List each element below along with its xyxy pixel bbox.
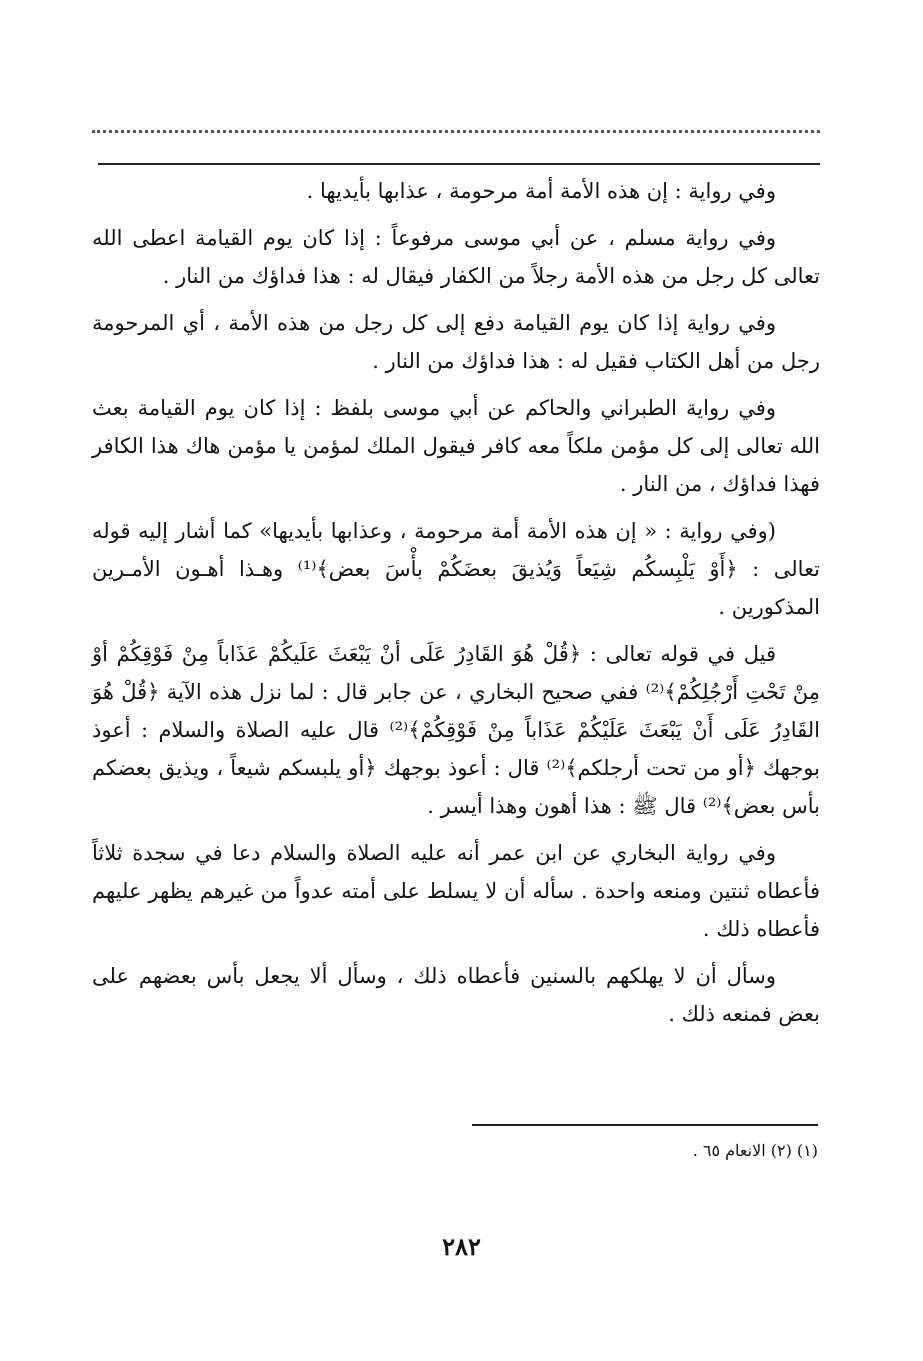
footnote: (١) (٢) الانعام ٦٥ .	[692, 1141, 818, 1160]
paragraph: وفي رواية إذا كان يوم القيامة دفع إلى كل رجل من هذه الأمة ، أي المرحومة رجل من أهل الكتاب فقيل له : هذا فداؤك من النار .	[92, 311, 820, 373]
paragraph: قيل في قوله تعالى : ﴿قُلْ هُوَ القَادِرُ عَلَى أنْ يَبْعَثَ عَلَيكُمْ عَذَاباً مِنْ فَوْقِكُمْ أوْ مِنْ تَحْتِ أَرْجُلِكُمْ﴾⁽²⁾ ففي صحيح البخاري ، عن جابر قال : لما نزل هذه الآية ﴿قُلْ هُوَ القَادِرُ عَلَى أَنْ يَبْعَثَ عَلَيْكُمْ عَذَاباً مِنْ فَوْقِكُمْ﴾⁽²⁾ قال عليه الصلاة والسلام : أعوذ بوجهك ﴿أو من تحت أرجلكم﴾⁽²⁾ قال : أعوذ بوجهك ﴿أو يلبسكم شيعاً ، ويذيق بعضكم بأس بعض﴾⁽²⁾ قال ﷺ : هذا أهون وهذا أيسر .	[92, 642, 820, 818]
paragraph: وفي رواية البخاري عن ابن عمر أنه عليه الصلاة والسلام دعا في سجدة ثلاثاً فأعطاه ثنتين ومنعه واحدة . سأله أن لا يسلط على أمته عدواً من غيرهم يظهر عليهم فأعطاه ذلك .	[92, 841, 820, 941]
footnote-separator	[472, 1124, 818, 1126]
paragraph: وسأل أن لا يهلكهم بالسنين فأعطاه ذلك ، وسأل ألا يجعل بأس بعضهم على بعض فمنعه ذلك .	[92, 964, 820, 1026]
paragraph: وفي رواية الطبراني والحاكم عن أبي موسى بلفظ : إذا كان يوم القيامة بعث الله تعالى إلى كل مؤمن ملكاً معه كافر فيقول الملك لمؤمن يا مؤمن هاك هذا الكافر فهذا فداؤك ، من النار .	[92, 396, 820, 496]
paragraph: (وفي رواية : « إن هذه الأمة أمة مرحومة ، وعذابها بأيديها» كما أشار إليه قوله تعالى : ﴿أَوْ يَلْبِسكُم شِيَعاً وَيُذيقَ بعضَكُمْ بأْسَ بعض﴾⁽¹⁾ وهـذا أهـون الأمـرين المذكورين .	[92, 519, 821, 619]
top-dotted-rule	[92, 130, 820, 133]
paragraph: وفي رواية : إن هذه الأمة أمة مرحومة ، عذابها بأيديها .	[306, 179, 776, 203]
page-number: ٢٨٢	[442, 1232, 481, 1261]
paragraph: وفي رواية مسلم ، عن أبي موسى مرفوعاً : إذا كان يوم القيامة اعطى الله تعالى كل رجل من هذه الأمة رجلاً من الكفار فيقال له : هذا فداؤك من النار .	[92, 226, 820, 288]
header-rule	[98, 163, 820, 165]
main-text	[92, 172, 820, 1042]
